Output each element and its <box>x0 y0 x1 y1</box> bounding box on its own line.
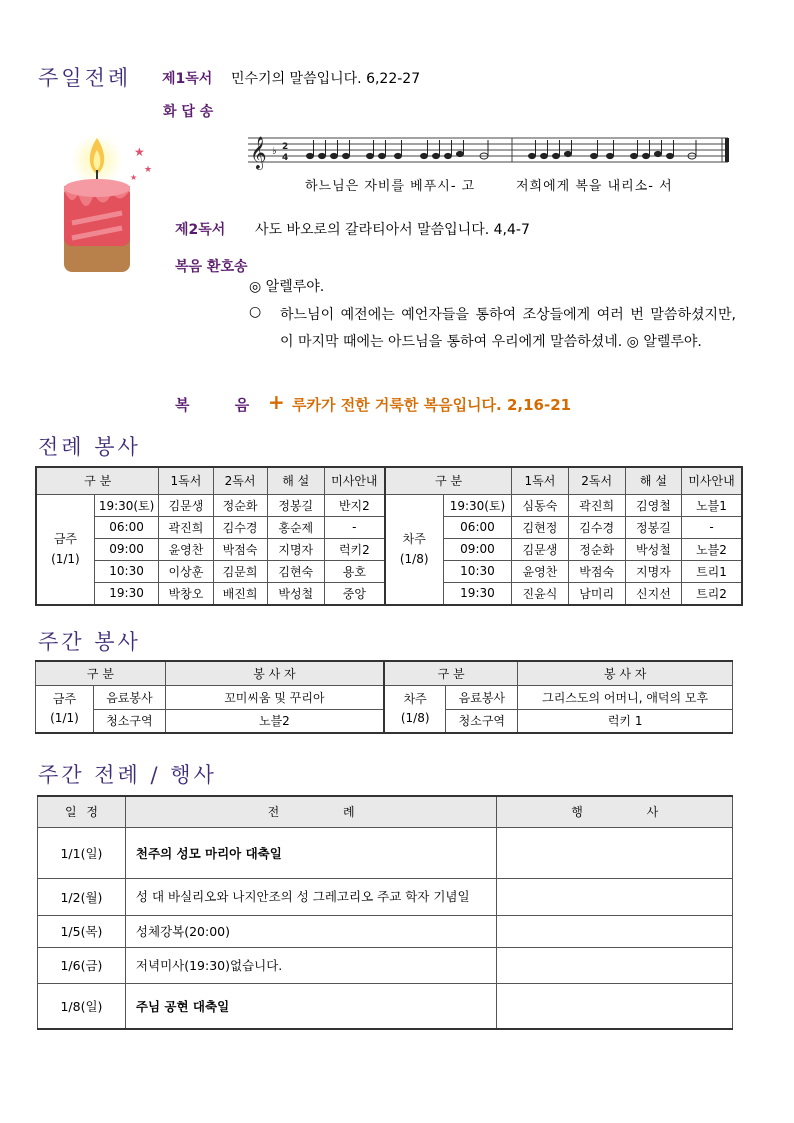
reader1-cell: 곽진희 <box>159 516 213 538</box>
event-date: 1/1(일) <box>38 827 126 878</box>
reader1-cell: 진윤식 <box>512 582 568 605</box>
commentator-cell: 박성철 <box>625 538 681 560</box>
col-header: 구 분 <box>36 661 166 685</box>
acclamation-label: 복음 환호송 <box>175 259 248 275</box>
service-volunteer: 그리스도의 어머니, 애덕의 모후 <box>518 685 733 709</box>
acclamation-bullet: ○ <box>249 304 262 320</box>
col-header: 행 사 <box>497 796 733 827</box>
gospel-cross-icon: + <box>268 390 285 414</box>
col-header: 해 설 <box>267 467 324 494</box>
table-row <box>38 983 733 1029</box>
event-date: 1/2(월) <box>38 878 126 915</box>
usher-cell: 럭키2 <box>324 538 384 560</box>
reader1-cell: 김문생 <box>512 538 568 560</box>
reader2-cell: 김수경 <box>213 516 267 538</box>
svg-text:★: ★ <box>144 165 153 175</box>
service-volunteer: 노블2 <box>165 709 384 733</box>
reader2-cell: 남미리 <box>568 582 625 605</box>
service-type: 음료봉사 <box>93 685 165 709</box>
reader1-cell: 김현정 <box>512 516 568 538</box>
reading1-text: 민수기의 말씀입니다. 6,22-27 <box>231 71 421 87</box>
commentator-cell: 정봉길 <box>625 516 681 538</box>
mass-time: 19:30(토) <box>443 494 512 516</box>
event-liturgy: 천주의 성모 마리아 대축일 <box>125 827 496 878</box>
service-volunteer: 럭키 1 <box>518 709 733 733</box>
weekly-events-heading: 주간 전례 / 행사 <box>38 763 217 787</box>
event-liturgy: 주님 공현 대축일 <box>125 983 496 1029</box>
reader2-cell: 김수경 <box>568 516 625 538</box>
this-week-label: 금주 (1/1) <box>36 685 94 733</box>
mass-time: 10:30 <box>443 560 512 582</box>
reader1-cell: 윤영찬 <box>512 560 568 582</box>
commentator-cell: 김영철 <box>625 494 681 516</box>
col-header: 구 분 <box>36 467 159 494</box>
event-activity <box>497 878 733 915</box>
psalm-music-staff <box>248 132 732 172</box>
service-type: 음료봉사 <box>446 685 518 709</box>
table-row <box>38 878 733 915</box>
col-header: 구 분 <box>384 661 518 685</box>
liturgy-service-table <box>35 466 743 606</box>
mass-time: 19:30 <box>94 582 159 605</box>
col-header: 전 례 <box>125 796 496 827</box>
acclamation-verse: 하느님이 예전에는 예언자들을 통하여 조상들에게 여러 번 말씀하셨지만, 이 마지막 때에는 아드님을 통하여 우리에게 말씀하셨네. ◎ 알렐루야. <box>280 307 736 350</box>
commentator-cell: 지명자 <box>625 560 681 582</box>
usher-cell: 중앙 <box>324 582 384 605</box>
commentator-cell: 정봉길 <box>267 494 324 516</box>
commentator-cell: 김현숙 <box>267 560 324 582</box>
event-activity <box>497 947 733 983</box>
gospel-text: 루카가 전한 거룩한 복음입니다. 2,16-21 <box>292 396 572 414</box>
next-week-label: 차주 (1/8) <box>384 685 446 733</box>
event-activity <box>497 983 733 1029</box>
svg-text:★: ★ <box>134 145 145 159</box>
event-date: 1/6(금) <box>38 947 126 983</box>
col-header: 1독서 <box>159 467 213 494</box>
commentator-cell: 신지선 <box>625 582 681 605</box>
usher-cell: 노블1 <box>682 494 742 516</box>
reader1-cell: 윤영찬 <box>159 538 213 560</box>
psalm-label: 화 답 송 <box>163 104 214 120</box>
liturgy-service-header-row <box>36 467 742 494</box>
event-liturgy: 저녁미사(19:30)없습니다. <box>125 947 496 983</box>
reading2-text: 사도 바오로의 갈라티아서 말씀입니다. 4,4-7 <box>255 222 530 238</box>
reader2-cell: 박점숙 <box>568 560 625 582</box>
reader2-cell: 정순화 <box>213 494 267 516</box>
col-header: 봉 사 자 <box>165 661 384 685</box>
svg-text:𝄞: 𝄞 <box>250 136 267 169</box>
table-row <box>38 827 733 878</box>
mass-time: 19:30 <box>443 582 512 605</box>
mass-time: 19:30(토) <box>94 494 159 516</box>
commentator-cell: 지명자 <box>267 538 324 560</box>
reader1-cell: 이상훈 <box>159 560 213 582</box>
service-type: 청소구역 <box>446 709 518 733</box>
service-volunteer: 꼬미씨움 및 꾸리아 <box>165 685 384 709</box>
commentator-cell: 박성철 <box>267 582 324 605</box>
next-week-label: 차주 (1/8) <box>385 494 443 605</box>
reader2-cell: 정순화 <box>568 538 625 560</box>
liturgy-service-heading: 전례 봉사 <box>38 435 141 459</box>
gospel-label: 복 음 <box>175 396 250 414</box>
reader2-cell: 김문희 <box>213 560 267 582</box>
weekly-events-header-row <box>38 796 733 827</box>
event-liturgy: 성 대 바실리오와 나지안조의 성 그레고리오 주교 학자 기념일 <box>125 878 496 915</box>
acclamation-line1: ◎ 알렐루야. <box>249 279 325 295</box>
reading2-label: 제2독서 <box>175 222 226 238</box>
table-row <box>38 915 733 947</box>
weekly-service-header-row <box>36 661 733 685</box>
event-date: 1/5(목) <box>38 915 126 947</box>
svg-text:★: ★ <box>130 173 138 182</box>
usher-cell: 노블2 <box>682 538 742 560</box>
col-header: 미사안내 <box>682 467 742 494</box>
weekly-service-heading: 주간 봉사 <box>38 630 141 654</box>
weekly-service-table <box>35 660 733 734</box>
table-row <box>38 947 733 983</box>
commentator-cell: 홍순제 <box>267 516 324 538</box>
svg-text:♭: ♭ <box>272 146 277 157</box>
usher-cell: - <box>324 516 384 538</box>
mass-time: 10:30 <box>94 560 159 582</box>
table-row <box>36 494 742 516</box>
usher-cell: 트리2 <box>682 582 742 605</box>
svg-text:4: 4 <box>282 153 289 163</box>
usher-cell: 용호 <box>324 560 384 582</box>
sunday-liturgy-heading: 주일전례 <box>38 66 132 90</box>
reader2-cell: 곽진희 <box>568 494 625 516</box>
usher-cell: 트리1 <box>682 560 742 582</box>
event-activity <box>497 915 733 947</box>
candle-illustration <box>52 128 162 278</box>
mass-time: 06:00 <box>94 516 159 538</box>
col-header: 2독서 <box>213 467 267 494</box>
event-activity <box>497 827 733 878</box>
reader2-cell: 배진희 <box>213 582 267 605</box>
psalm-lyrics-1: 하느님은 자비를 베푸시- 고 <box>305 179 476 194</box>
col-header: 봉 사 자 <box>518 661 733 685</box>
svg-text:2: 2 <box>282 142 289 152</box>
reader1-cell: 심동숙 <box>512 494 568 516</box>
table-row <box>36 685 733 709</box>
col-header: 해 설 <box>625 467 681 494</box>
this-week-label: 금주 (1/1) <box>36 494 94 605</box>
col-header: 1독서 <box>512 467 568 494</box>
reading1-label: 제1독서 <box>162 71 213 87</box>
event-liturgy: 성체강복(20:00) <box>125 915 496 947</box>
reader2-cell: 박점숙 <box>213 538 267 560</box>
col-header: 구 분 <box>385 467 512 494</box>
mass-time: 09:00 <box>443 538 512 560</box>
col-header: 일 정 <box>38 796 126 827</box>
usher-cell: 반지2 <box>324 494 384 516</box>
mass-time: 09:00 <box>94 538 159 560</box>
col-header: 2독서 <box>568 467 625 494</box>
mass-time: 06:00 <box>443 516 512 538</box>
reader1-cell: 김문생 <box>159 494 213 516</box>
reader1-cell: 박창오 <box>159 582 213 605</box>
service-type: 청소구역 <box>93 709 165 733</box>
col-header: 미사안내 <box>324 467 384 494</box>
usher-cell: - <box>682 516 742 538</box>
event-date: 1/8(일) <box>38 983 126 1029</box>
psalm-lyrics-2: 저희에게 복을 내리소- 서 <box>516 179 673 194</box>
weekly-events-table <box>37 795 733 1030</box>
